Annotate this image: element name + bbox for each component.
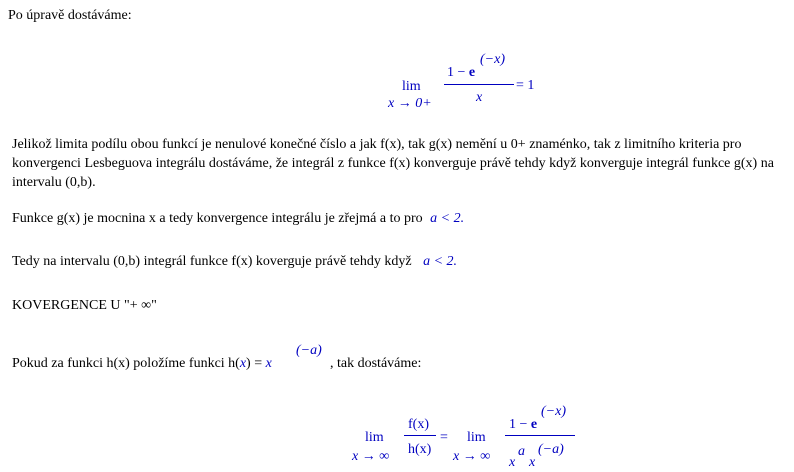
para2-text: Funkce g(x) je mocnina x a tedy konvergence integrálu je zřejmá a to pro	[12, 211, 423, 226]
eq2-num2-a: 1 −	[509, 417, 528, 432]
eq2-num2-e: e	[530, 417, 538, 432]
eq1-numerator	[447, 65, 475, 80]
para4-exponent: (−a)	[296, 343, 322, 358]
paragraph-convergence-zero	[12, 253, 457, 270]
eq2-sub1: x → ∞	[352, 449, 390, 464]
eq2-num2-exponent: (−x)	[541, 404, 566, 419]
para4-after: , tak dostáváme:	[330, 356, 422, 371]
para4-before: Pokud za funkci h(x) položíme funkci h(	[12, 356, 240, 371]
eq2-equals: =	[440, 430, 448, 445]
para4-line	[12, 355, 272, 372]
eq1-lim-subscript	[388, 96, 432, 111]
eq2-lim1: lim	[365, 430, 384, 445]
eq2-sub2: x → ∞	[453, 449, 491, 464]
eq2-den2-x2: x	[529, 455, 536, 470]
intro-text: Po úpravě dostáváme:	[8, 8, 132, 23]
eq1-num-e: e	[468, 65, 476, 80]
eq1-rhs: = 1	[516, 78, 535, 93]
eq2-den2-exp1: a	[518, 444, 525, 459]
eq1-num-exponent: (−x)	[480, 52, 505, 67]
para3-text: Tedy na intervalu (0,b) integrál funkce f(x) koverguje právě tehdy když	[12, 254, 412, 269]
paragraph-power-function	[12, 210, 464, 227]
eq1-sub: x → 0+	[388, 96, 432, 111]
eq1-num-a: 1 −	[447, 65, 466, 80]
eq2-lim2: lim	[467, 430, 486, 445]
eq1-fraction-bar	[444, 84, 514, 85]
eq2-fraction-bar2	[505, 435, 575, 436]
para4-x: x	[239, 356, 247, 371]
eq2-den1: h(x)	[408, 442, 432, 457]
para2-condition: a < 2.	[430, 211, 465, 226]
eq2-fraction-bar1	[404, 435, 436, 436]
paragraph-limit-criterion: Jelikož limita podílu obou funkcí je nenulové konečné číslo a jak f(x), tak g(x) nemění u 0+ znaménko, tak z limitního kriteria pro konvergenci Lesbeguova integrálu dostáváme, že integrál z funkce f(x) konverguje právě tehdy když konverguje integrál funkce g(x) na intervalu (0,b).	[12, 137, 774, 190]
para4-eq: ) =	[246, 356, 263, 371]
section-heading: KOVERGENCE U "+ ∞"	[12, 298, 157, 313]
eq2-den2-exp2: (−a)	[538, 442, 564, 457]
para4-base: x	[265, 356, 272, 371]
eq1-denominator: x	[476, 90, 483, 105]
eq2-num1: f(x)	[408, 417, 429, 432]
eq2-den2-x1: x	[509, 455, 516, 470]
eq1-lim: lim	[402, 79, 421, 94]
para3-condition: a < 2.	[423, 254, 458, 269]
eq2-numerator2	[509, 417, 537, 432]
